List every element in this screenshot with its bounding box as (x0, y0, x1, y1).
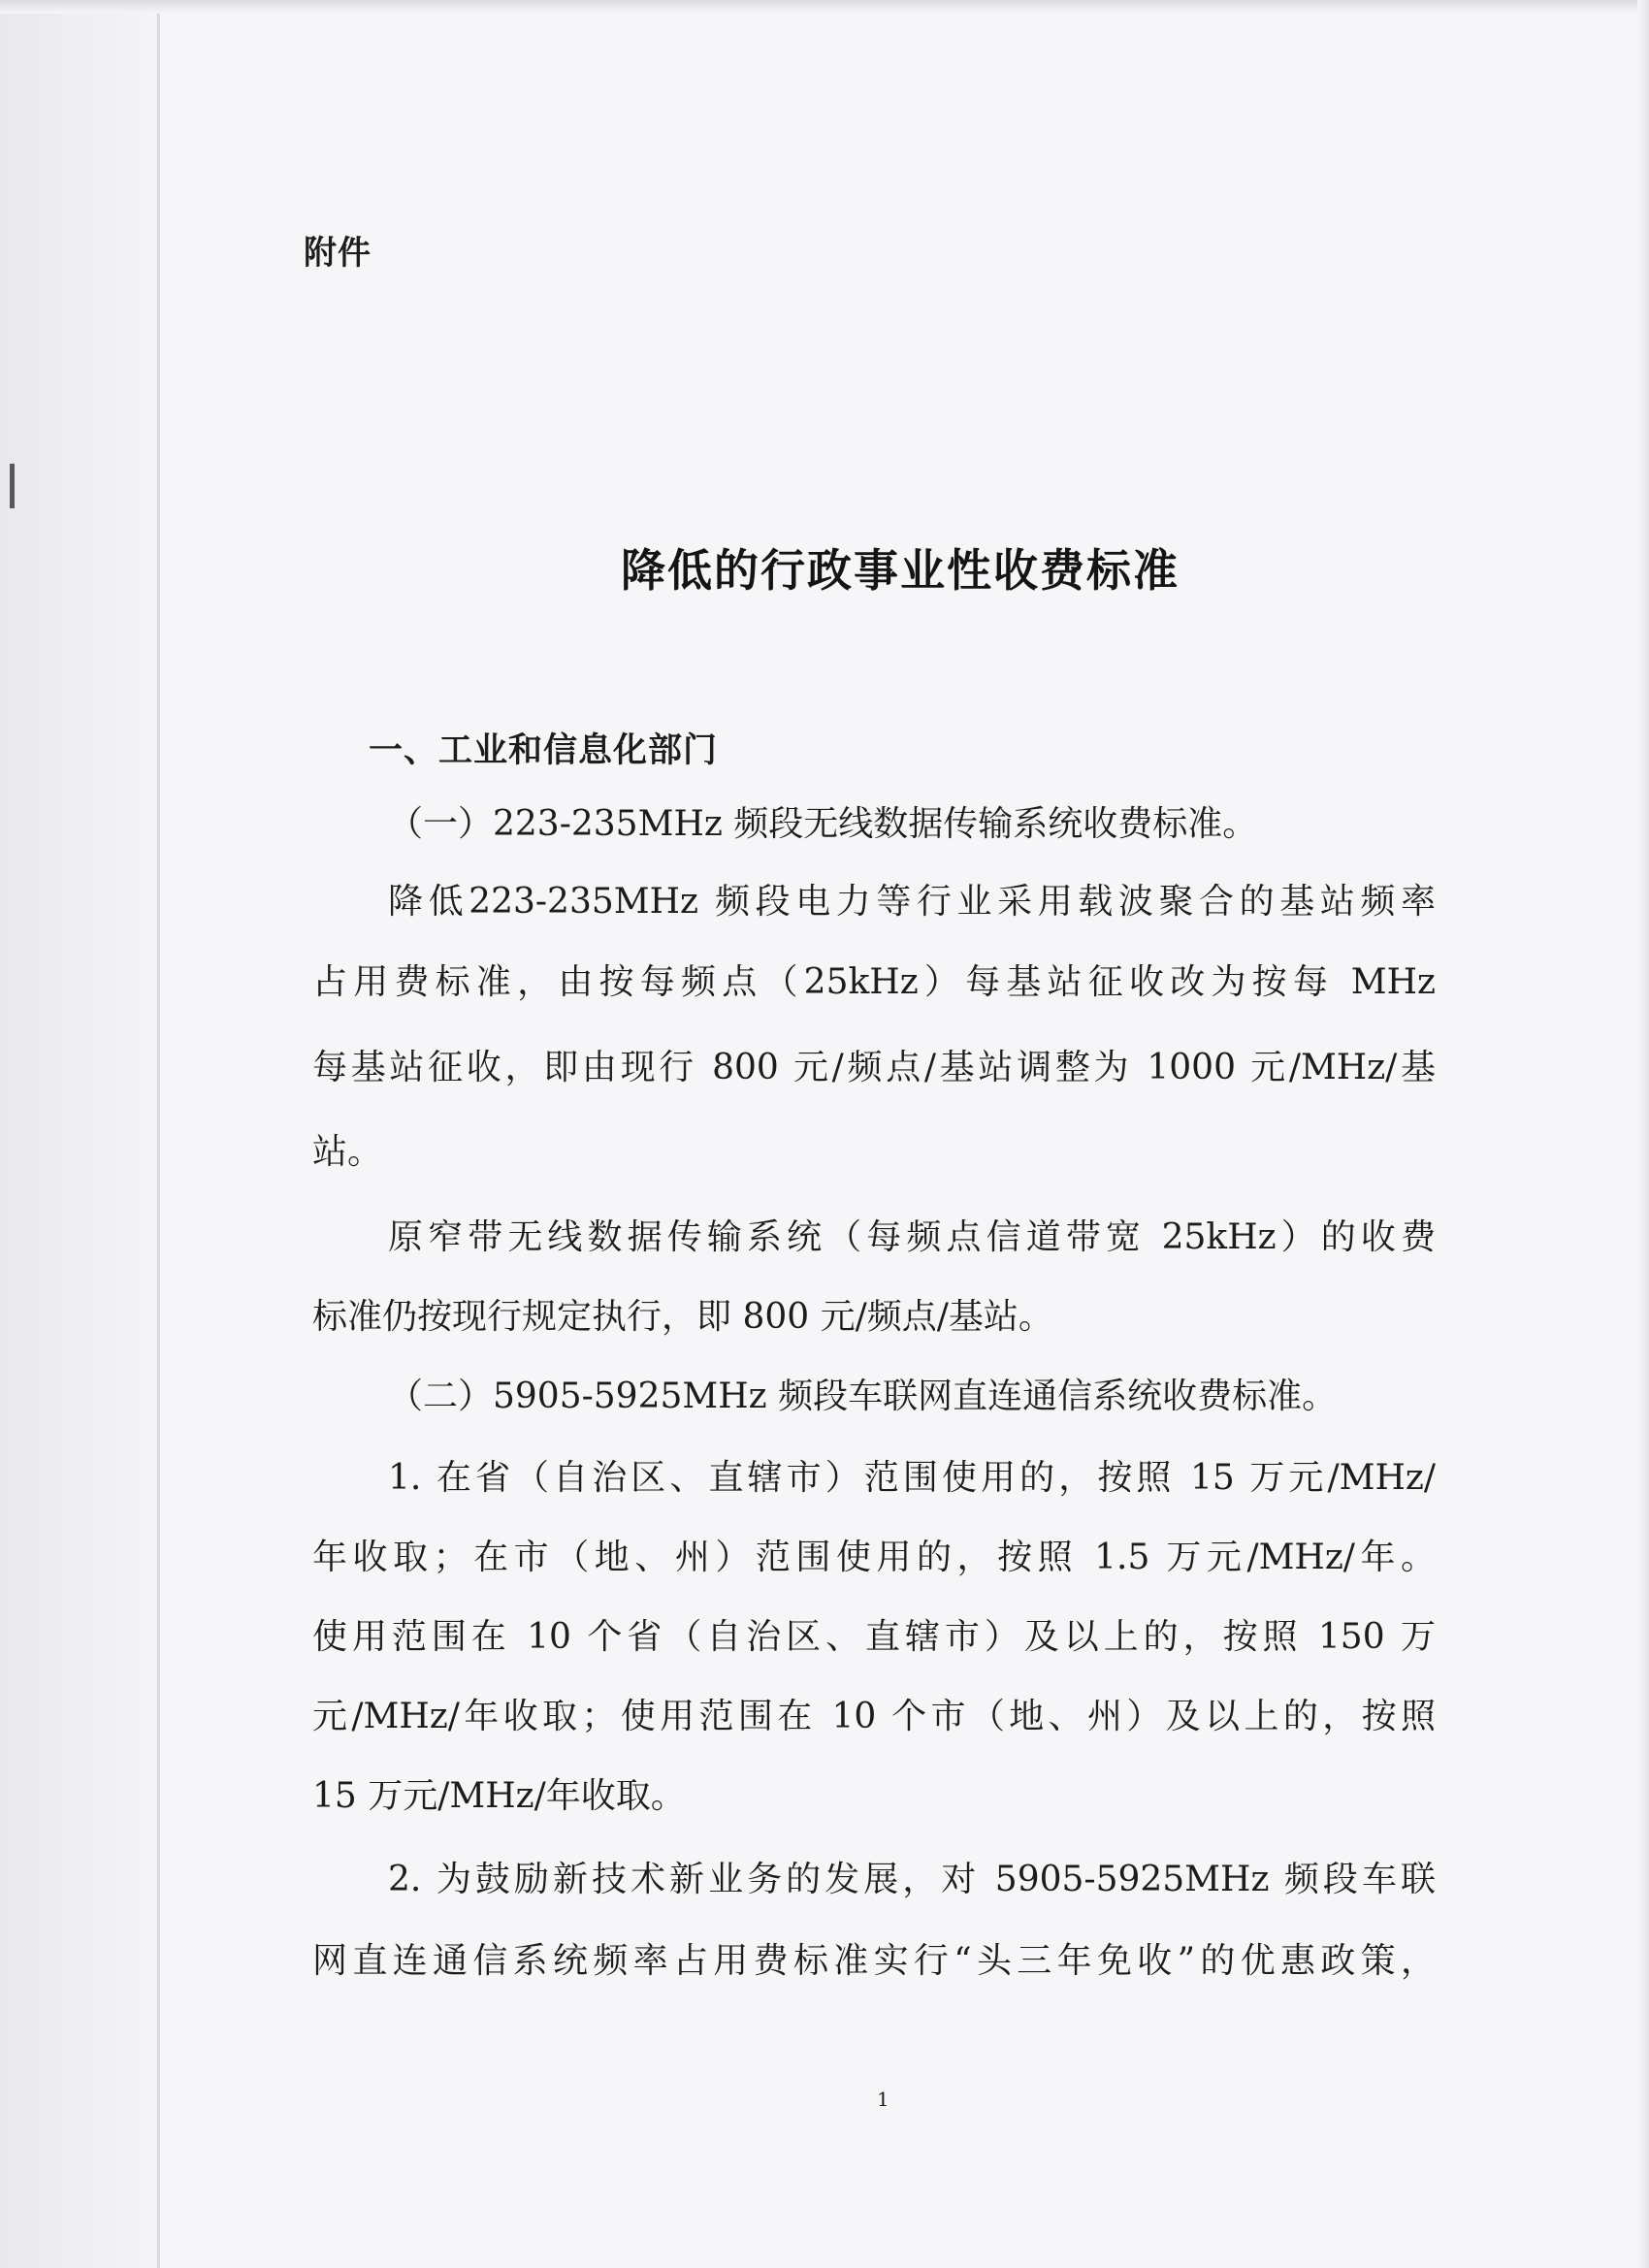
attachment-label: 附件 (304, 234, 372, 273)
paragraph-line: 网直连通信系统频率占用费标准实行“头三年免收”的优惠政策， (312, 1941, 1436, 1981)
document-title: 降低的行政事业性收费标准 (621, 544, 1180, 597)
paragraph-line: 元/MHz/年收取；使用范围在 10 个市（地、州）及以上的，按照 (312, 1697, 1436, 1736)
subsection-heading-1: （一）223-235MHz 频段无线数据传输系统收费标准。 (388, 804, 1258, 844)
paragraph-line: 每基站征收，即由现行 800 元/频点/基站调整为 1000 元/MHz/基 (312, 1048, 1436, 1087)
paragraph-line: 原窄带无线数据传输系统（每频点信道带宽 25kHz）的收费 (388, 1217, 1436, 1257)
paragraph-line: 使用范围在 10 个省（自治区、直辖市）及以上的，按照 150 万 (312, 1617, 1436, 1657)
paragraph-line: 标准仍按现行规定执行，即 800 元/频点/基站。 (312, 1297, 1053, 1337)
paragraph-line: 15 万元/MHz/年收取。 (312, 1776, 686, 1816)
paragraph-line: 降低223-235MHz 频段电力等行业采用载波聚合的基站频率 (388, 882, 1436, 922)
subsection-heading-2: （二）5905-5925MHz 频段车联网直连通信系统收费标准。 (388, 1377, 1338, 1416)
paragraph-line: 1. 在省（自治区、直辖市）范围使用的，按照 15 万元/MHz/ (388, 1458, 1436, 1498)
paragraph-line: 站。 (312, 1132, 383, 1172)
paragraph-line: 占用费标准，由按每频点（25kHz）每基站征收改为按每 MHz (312, 962, 1436, 1002)
page-number: 1 (877, 2088, 889, 2111)
paragraph-line: 2. 为鼓励新技术新业务的发展，对 5905-5925MHz 频段车联 (388, 1860, 1436, 1899)
paragraph-line: 年收取；在市（地、州）范围使用的，按照 1.5 万元/MHz/年。 (312, 1538, 1436, 1577)
section-heading: 一、工业和信息化部门 (369, 731, 719, 770)
